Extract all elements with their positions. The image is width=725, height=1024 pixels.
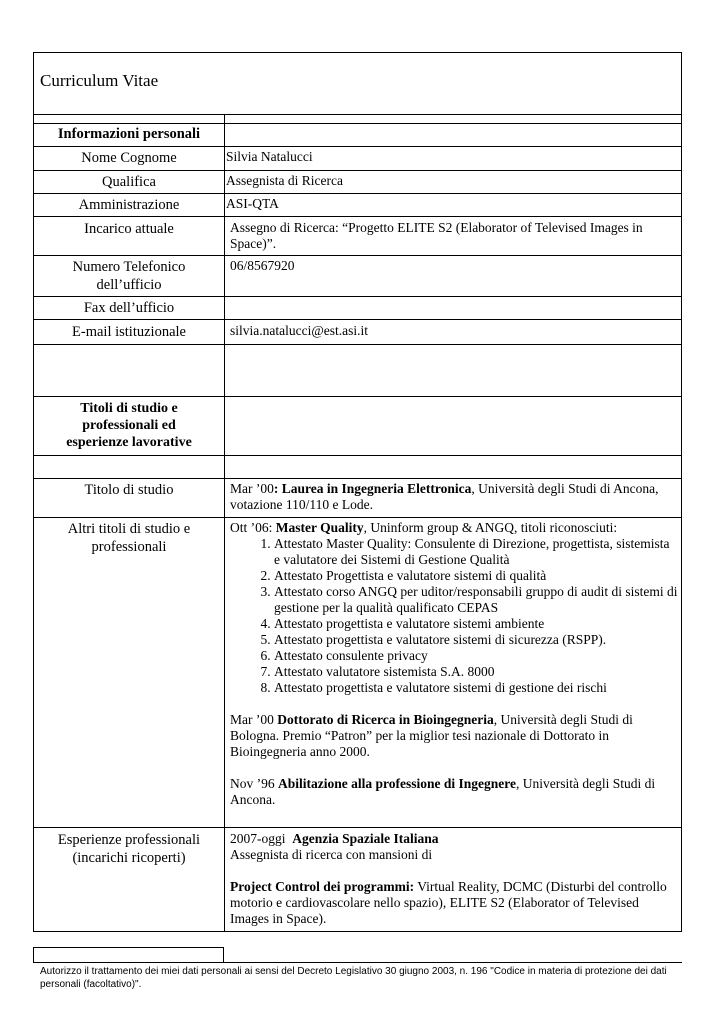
value-telefono: 06/8567920	[230, 258, 295, 273]
label-altri-titoli: Altri titoli di studio e professionali	[67, 521, 191, 555]
row-line	[34, 146, 681, 147]
value-incarico: Assegno di Ricerca: “Progetto ELITE S2 (Elaborator of Televised Images in Space)”.	[230, 220, 643, 251]
value-qualifica: Assegnista di Ricerca	[226, 173, 343, 188]
esperienza-header: 2007-oggi Agenzia Spaziale Italiana	[230, 831, 439, 846]
dottorato-paragraph: Mar ’00 Dottorato di Ricerca in Bioingegneria, Università degli Studi di Bologna. Premio “Patron” per la miglior tesi nazionale di Dottorato in Bioingegneria anno 2000.	[230, 712, 633, 759]
row-line	[34, 123, 681, 124]
list-item: 7. Attestato valutatore sistemista S.A. 8000	[274, 664, 678, 680]
footnote-separator	[33, 947, 224, 963]
list-item: 4. Attestato progettista e valutatore sistemi ambiente	[274, 616, 678, 632]
label-titolo: Titolo di studio	[84, 482, 174, 498]
row-line	[34, 455, 681, 456]
list-item: 1. Attestato Master Quality: Consulente di Direzione, progettista, sistemista e valutatore dei Sistemi di Gestione Qualità	[274, 536, 678, 568]
footnote-rule	[33, 962, 682, 963]
row-line	[34, 296, 681, 297]
cv-table	[33, 52, 682, 932]
cv-title: Curriculum Vitae	[40, 71, 159, 90]
list-item: 8. Attestato progettista e valutatore sistemi di gestione dei rischi	[274, 680, 678, 696]
row-line	[34, 396, 681, 397]
label-email: E-mail istituzionale	[72, 324, 186, 340]
row-line	[34, 478, 681, 479]
label-qualifica: Qualifica	[102, 174, 156, 190]
list-item: 2. Attestato Progettista e valutatore sistemi di qualità	[274, 568, 678, 584]
label-telefono: Numero Telefonico dell’ufficio	[72, 259, 186, 293]
project-control-paragraph: Project Control dei programmi: Virtual Reality, DCMC (Disturbi del controllo motorio e cardiovascolare nello spazio), ELITE S2 (Elaborator of Televised Images in Space).	[230, 879, 667, 926]
value-esperienze	[230, 831, 678, 927]
label-incarico: Incarico attuale	[84, 221, 174, 237]
title-row	[34, 53, 681, 115]
section-studies: Titoli di studio e professionali ed esperienze lavorative	[66, 401, 192, 450]
value-titolo: Mar ’00: Laurea in Ingegneria Elettronica, Università degli Studi di Ancona, votazione 110/110 e Lode.	[230, 481, 659, 512]
esperienza-ruolo: Assegnista di ricerca con mansioni di	[230, 847, 433, 862]
row-line	[34, 517, 681, 518]
list-item: 6. Attestato consulente privacy	[274, 648, 678, 664]
row-line	[34, 344, 681, 345]
section-personal: Informazioni personali	[57, 126, 201, 142]
label-nome: Nome Cognome	[81, 150, 177, 166]
attestati-list	[230, 536, 678, 696]
list-item: 3. Attestato corso ANGQ per uditor/responsabili gruppo di audit di sistemi di gestione per la qualità qualificato CEPAS	[274, 584, 678, 616]
value-altri-titoli	[230, 520, 678, 808]
row-line	[34, 216, 681, 217]
label-fax: Fax dell’ufficio	[83, 300, 175, 316]
row-line	[34, 827, 681, 828]
list-item: 5. Attestato progettista e valutatore sistemi di sicurezza (RSPP).	[274, 632, 678, 648]
column-divider	[224, 115, 225, 932]
label-amministrazione: Amministrazione	[78, 197, 180, 213]
value-email: silvia.natalucci@est.asi.it	[230, 323, 369, 338]
master-intro: Ott ’06: Master Quality, Uninform group & ANGQ, titoli riconosciuti:	[230, 520, 618, 535]
row-line	[34, 193, 681, 194]
footnote: Autorizzo il trattamento dei miei dati personali ai sensi del Decreto Legislativo 30 giugno 2003, n. 196 "Codice in materia di protezione dei dati personali (facoltativo)".	[40, 966, 667, 990]
value-amministrazione: ASI-QTA	[226, 196, 279, 211]
row-line	[34, 255, 681, 256]
label-esperienze: Esperienze professionali (incarichi ricoperti)	[57, 832, 201, 866]
value-nome: Silvia Natalucci	[226, 149, 313, 164]
row-line	[34, 319, 681, 320]
abilitazione-paragraph: Nov ’96 Abilitazione alla professione di Ingegnere, Università degli Studi di Ancona.	[230, 776, 656, 807]
row-line	[34, 170, 681, 171]
